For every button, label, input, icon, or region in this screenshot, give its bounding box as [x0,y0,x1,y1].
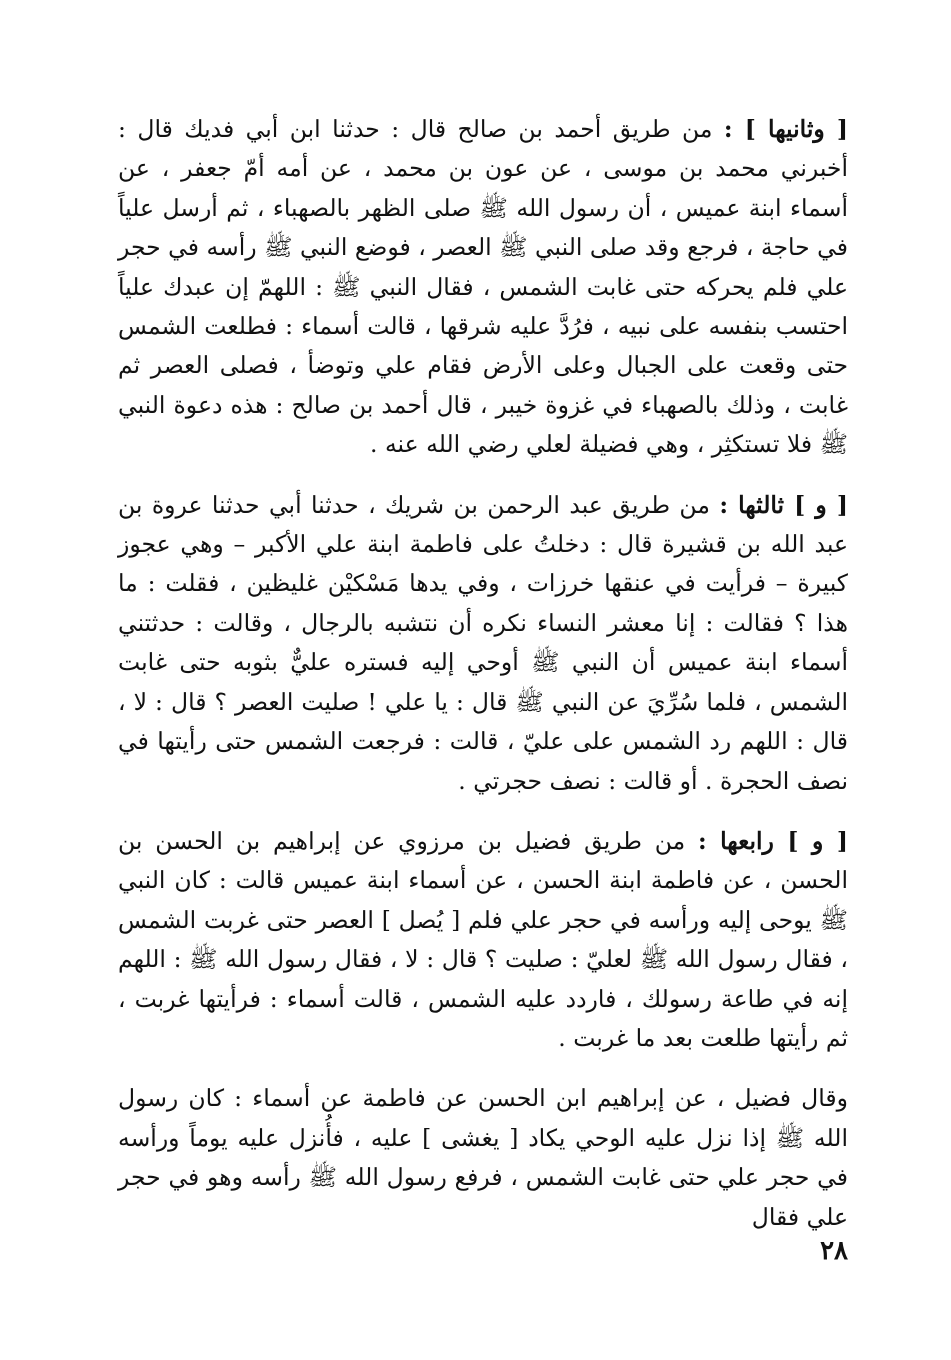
paragraph-text: من طريق فضيل بن مرزوي عن إبراهيم بن الحسن بن الحسن ، عن فاطمة ابنة الحسن ، عن أسماء ابنة عميس قالت : كان النبي ﷺ يوحى إليه ورأسه في حجر علي فلم [ يُصل ] العصر حتى غربت الشمس ، فقال رسول الله ﷺ لعليّ : صليت ؟ قال : لا ، فقال رسول الله ﷺ : اللهم إنه في طاعة رسولك ، فاردد عليه الشمس ، قالت أسماء : فرأيتها غربت ، ثم رأيتها طلعت بعد ما غربت . [118,826,848,1052]
paragraph-fourth-narration [118,822,848,1058]
paragraph-text: وقال فضيل ، عن إبراهيم ابن الحسن عن فاطمة عن أسماء : كان رسول الله ﷺ إذا نزل عليه الوحي يكاد [ يغشى ] عليه ، فأُنزل عليه يوماً ورأسه في حجر علي حتى غابت الشمس ، فرفع رسول الله ﷺ رأسه وهو في حجر علي فقال [118,1084,848,1231]
paragraph-lead: [ و ] ثالثها : [719,490,849,519]
paragraph-fudail-narration [118,1079,848,1237]
paragraph-lead: [ وثانيها ] : [723,115,848,143]
paragraph-lead: [ و ] رابعها : [697,826,848,855]
paragraph-text: من طريق أحمد بن صالح قال : حدثنا ابن أبي فديك قال : أخبرني محمد بن موسى ، عن عون بن محمد ، عن أمه أمّ جعفر ، عن أسماء ابنة عميس ، أن رسول الله ﷺ صلى الظهر بالصهباء ، ثم أرسل علياً في حاجة ، فرجع وقد صلى النبي ﷺ العصر ، فوضع النبي ﷺ رأسه في حجر علي فلم يحركه حتى غابت الشمس ، فقال النبي ﷺ : اللهمّ إن عبدك علياً احتسب بنفسه على نبيه ، فرُدَّ عليه شرقها ، قالت أسماء : فطلعت الشمس حتى وقعت على الجبال وعلى الأرض فقام علي وتوضأ ، فصلى العصر ثم غابت ، وذلك بالصهباء في غزوة خيبر ، قال أحمد بن صالح : هذه دعوة النبي ﷺ فلا تستكثِر ، وهي فضيلة لعلي رضي الله عنه . [118,115,848,459]
paragraph-second-narration [118,110,848,465]
page-body [118,110,848,1258]
page-number: ٢٨ [820,1236,848,1266]
paragraph-third-narration [118,486,848,801]
paragraph-text: من طريق عبد الرحمن بن شريك ، حدثنا أبي حدثنا عروة بن عبد الله بن قشيرة قال : دخلتُ على فاطمة ابنة علي الأكبر – وهي عجوز كبيرة – فرأيت في عنقها خرزات ، وفي يدها مَسْكيْن غليظين ، فقلت : ما هذا ؟ فقالت : إنا معشر النساء نكره أن نتشبه بالرجال ، وقالت : حدثتني أسماء ابنة عميس أن النبي ﷺ أوحي إليه فستره عليٌّ بثوبه حتى غابت الشمس ، فلما سُرِّيَ عن النبي ﷺ قال : يا علي ! صليت العصر ؟ قال : لا ، قال : اللهم رد الشمس على عليّ ، قالت : فرجعت الشمس حتى رأيتها في نصف الحجرة . أو قالت : نصف حجرتي . [118,490,848,795]
